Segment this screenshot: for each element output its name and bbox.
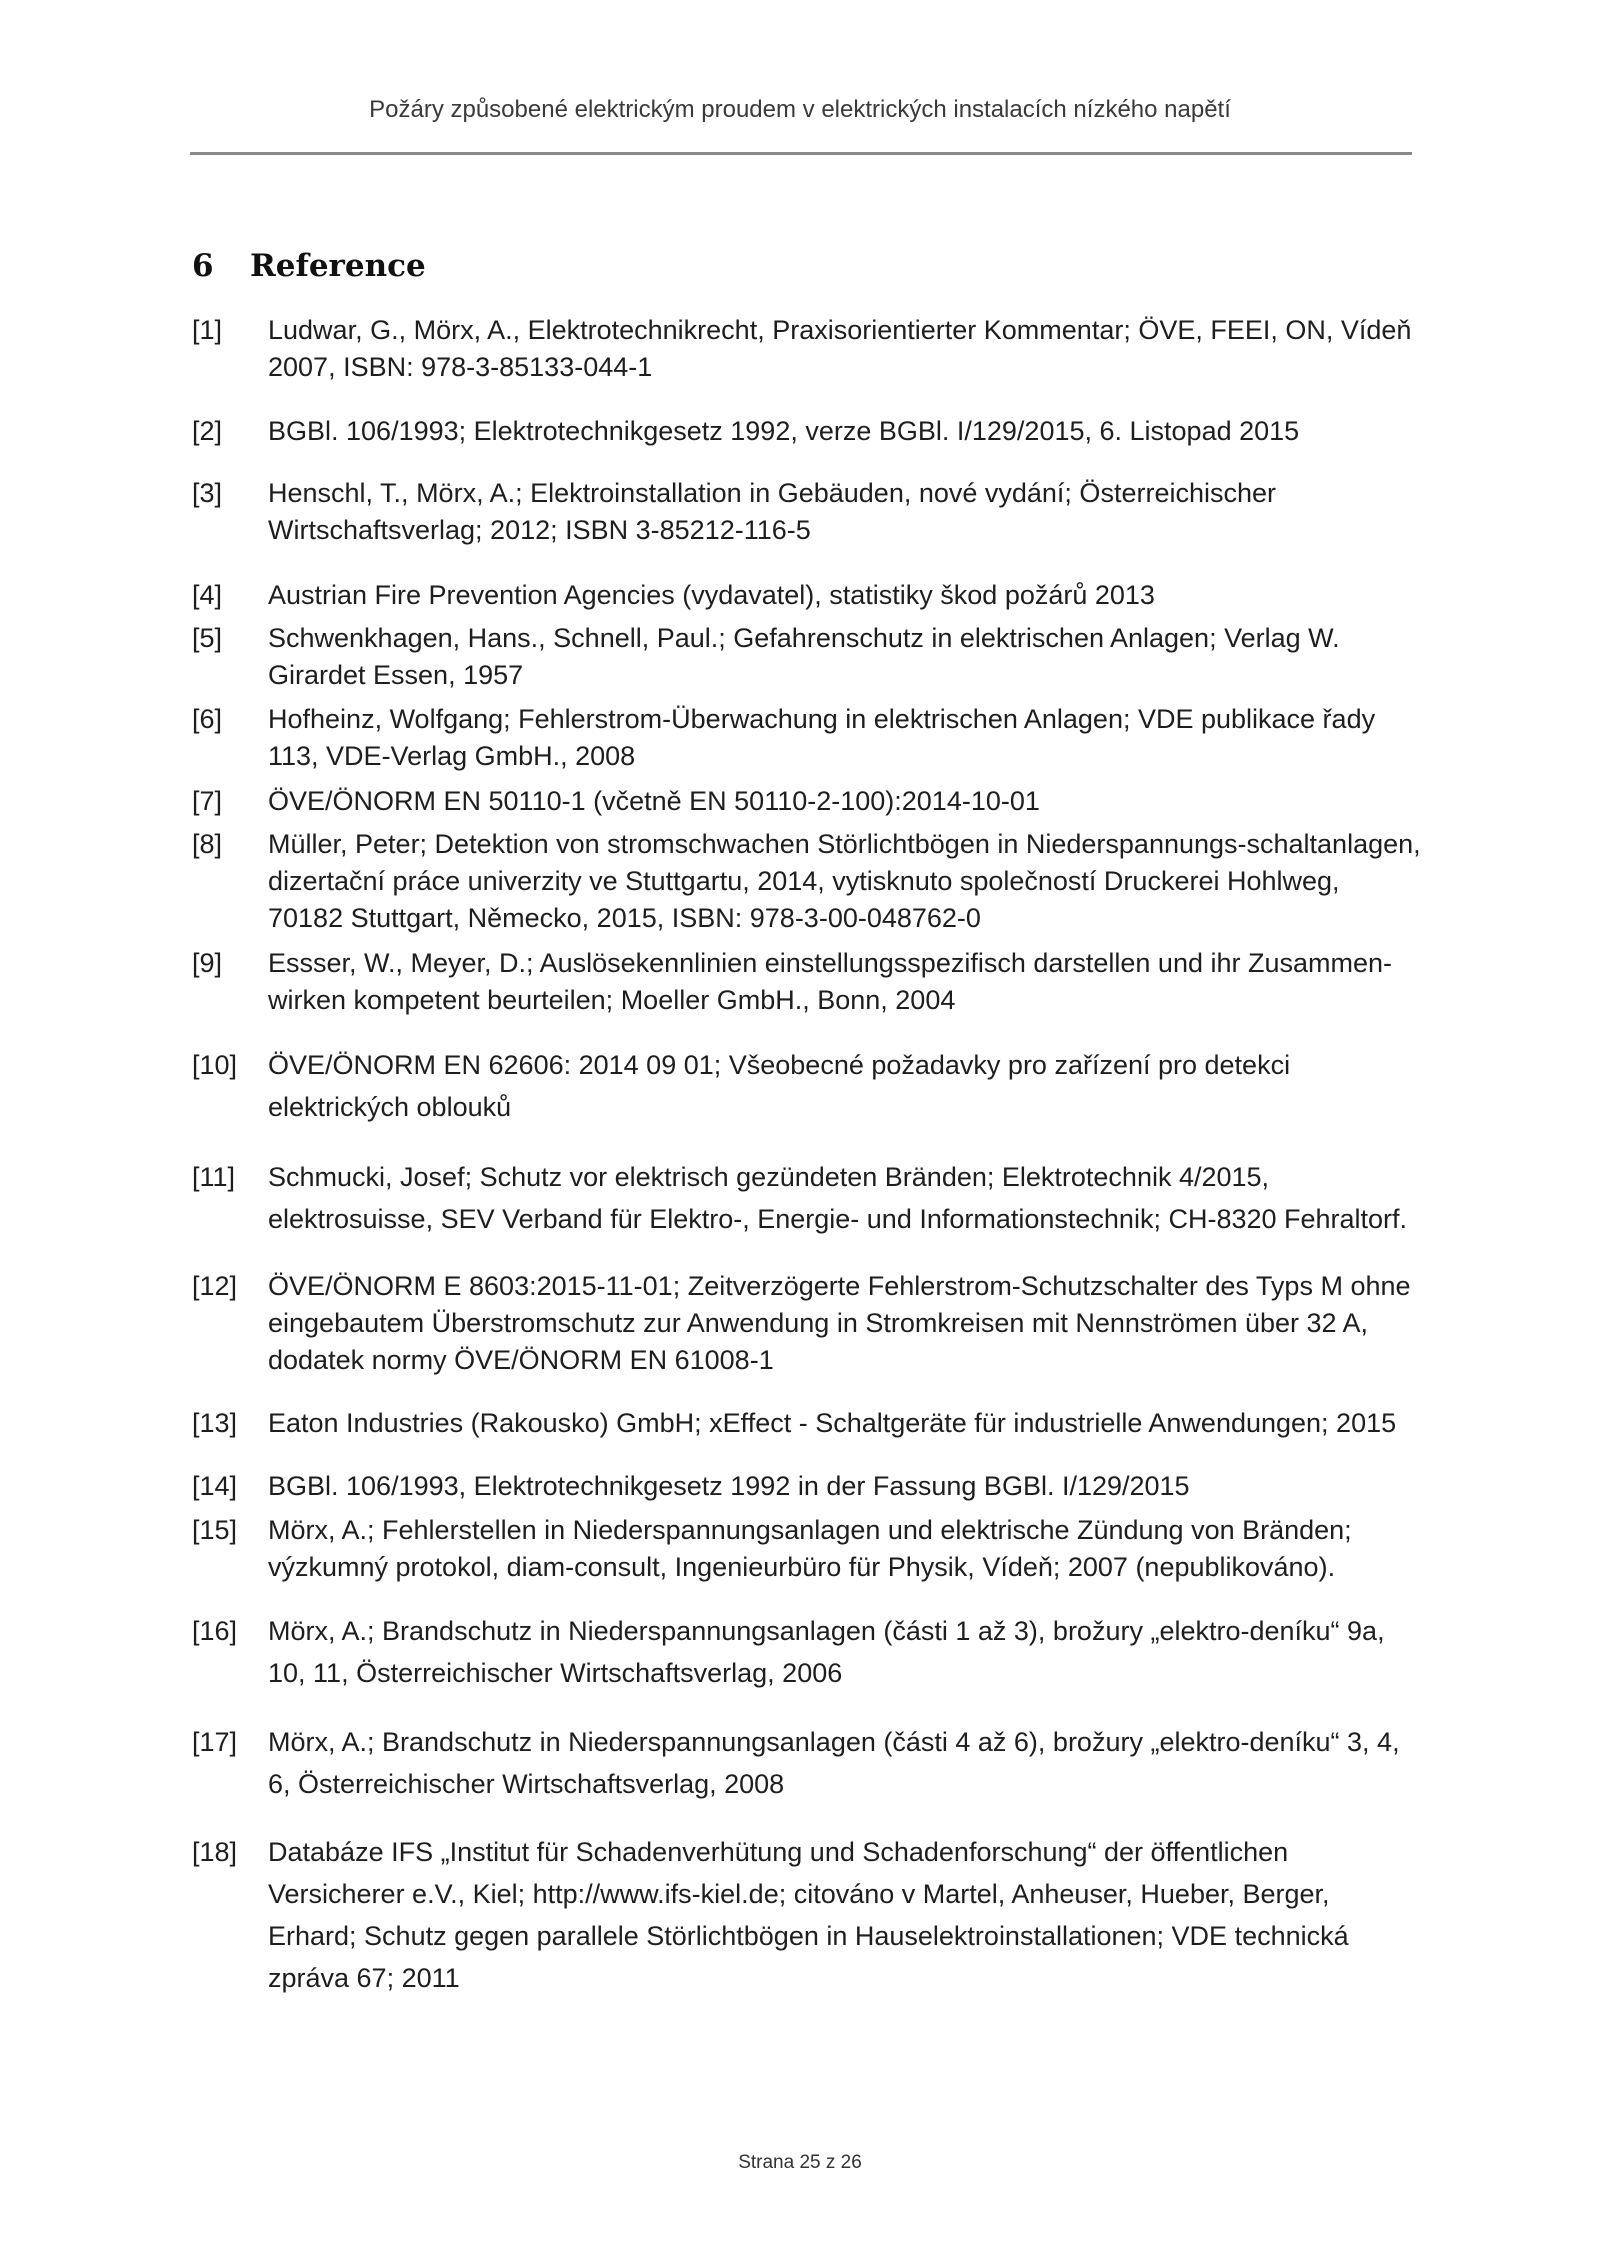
reference-item [192,1721,1422,1805]
reference-item [192,1831,1422,1999]
section-number: 6 [192,248,214,284]
section-heading [192,248,426,284]
running-header: Požáry způsobené elektrickým proudem v elektrických instalacích nízkého napětí [369,96,1231,123]
reference-text: Müller, Peter; Detektion von stromschwachen Störlichtbögen in Niederspannungs-schaltanlagen, dizertační práce univerzity ve Stuttgartu, 2014, vytisknuto společností Druckerei Hohlweg, 70182 Stuttgart, Německo, 2015, ISBN: 978-3-00-048762-0 [268,829,1421,933]
reference-item [192,1156,1422,1240]
reference-item [192,312,1422,386]
reference-text: Mörx, A.; Fehlerstellen in Niederspannungsanlagen und elektrische Zündung von Bränden; výzkumný protokol, diam-consult, Ingenieurbüro für Physik, Vídeň; 2007 (nepublikováno). [268,1515,1352,1582]
reference-text: Databáze IFS „Institut für Schadenverhütung und Schadenforschung“ der öffentlichen Versicherer e.V., Kiel; http://www.ifs-kiel.de; citováno v Martel, Anheuser, Hueber, Berger, Erhard; Schutz gegen parallele Störlichtbögen in Hauselektroinstallationen; VDE technická zpráva 67; 2011 [268,1837,1349,1993]
reference-text: BGBl. 106/1993, Elektrotechnikgesetz 1992 in der Fassung BGBl. I/129/2015 [268,1471,1190,1501]
reference-label: [16] [192,1616,238,1646]
reference-text: Mörx, A.; Brandschutz in Niederspannungsanlagen (části 4 až 6), brožury „elektro-deníku“ 3, 4, 6, Österreichischer Wirtschaftsverlag, 2008 [268,1727,1400,1799]
reference-label: [12] [192,1271,238,1301]
reference-text: Essser, W., Meyer, D.; Auslösekennlinien einstellungsspezifisch darstellen und ihr Zusammen-wirken kompetent beurteilen; Moeller GmbH., Bonn, 2004 [268,948,1393,1015]
reference-label: [8] [192,829,223,859]
reference-item [192,1268,1422,1379]
reference-label: [11] [192,1162,236,1192]
reference-text: Ludwar, G., Mörx, A., Elektrotechnikrecht, Praxisorientierter Kommentar; ÖVE, FEEI, ON, Vídeň 2007, ISBN: 978-3-85133-044-1 [268,315,1412,382]
reference-label: [2] [192,416,223,446]
reference-text: Schmucki, Josef; Schutz vor elektrisch gezündeten Bränden; Elektrotechnik 4/2015, elektrosuisse, SEV Verband für Elektro-, Energie- und Informationstechnik; CH-8320 Fehraltorf. [268,1162,1408,1234]
reference-item [192,945,1422,1019]
reference-text: Eaton Industries (Rakousko) GmbH; xEffect - Schaltgeräte für industrielle Anwendungen; 2015 [268,1408,1397,1438]
section-title: Reference [250,248,426,284]
reference-text: ÖVE/ÖNORM EN 62606: 2014 09 01; Všeobecné požadavky pro zařízení pro detekci elektrických oblouků [268,1050,1291,1122]
reference-text: Henschl, T., Mörx, A.; Elektroinstallation in Gebäuden, nové vydání; Österreichischer Wirtschaftsverlag; 2012; ISBN 3-85212-116-5 [268,478,1276,545]
page-number: Strana 25 z 26 [738,2152,862,2173]
reference-text: Hofheinz, Wolfgang; Fehlerstrom-Überwachung in elektrischen Anlagen; VDE publikace řady 113, VDE-Verlag GmbH., 2008 [268,704,1376,771]
reference-label: [18] [192,1837,238,1867]
reference-item [192,475,1422,549]
reference-text: ÖVE/ÖNORM E 8603:2015-11-01; Zeitverzögerte Fehlerstrom-Schutzschalter des Typs M ohne eingebautem Überstromschutz zur Anwendung in Stromkreisen mit Nennströmen über 32 A, dodatek normy ÖVE/ÖNORM EN 61008-1 [268,1271,1411,1375]
reference-item [192,701,1422,775]
reference-label: [3] [192,478,223,508]
reference-label: [6] [192,704,223,734]
reference-label: [15] [192,1515,238,1545]
reference-label: [17] [192,1727,238,1757]
reference-text: Mörx, A.; Brandschutz in Niederspannungsanlagen (části 1 až 3), brožury „elektro-deníku“ 9a, 10, 11, Österreichischer Wirtschaftsverlag, 2006 [268,1616,1385,1688]
reference-label: [9] [192,948,223,978]
reference-text: ÖVE/ÖNORM EN 50110-1 (včetně EN 50110-2-100):2014-10-01 [268,786,1040,816]
reference-label: [5] [192,623,223,653]
reference-item [192,620,1422,694]
reference-item [192,1512,1422,1586]
reference-text: Austrian Fire Prevention Agencies (vydavatel), statistiky škod požárů 2013 [268,580,1155,610]
reference-label: [14] [192,1471,238,1501]
reference-label: [1] [192,315,223,345]
reference-item [192,1610,1422,1694]
reference-item [192,577,1422,614]
reference-text: Schwenkhagen, Hans., Schnell, Paul.; Gefahrenschutz in elektrischen Anlagen; Verlag W. Girardet Essen, 1957 [268,623,1340,690]
reference-label: [7] [192,786,223,816]
reference-label: [4] [192,580,223,610]
reference-item [192,413,1422,450]
reference-label: [10] [192,1050,238,1080]
reference-item [192,783,1422,820]
reference-text: BGBl. 106/1993; Elektrotechnikgesetz 1992, verze BGBl. I/129/2015, 6. Listopad 2015 [268,416,1300,446]
reference-item [192,1405,1422,1442]
reference-item [192,826,1422,937]
header-divider [190,152,1412,155]
reference-item [192,1044,1422,1128]
reference-item [192,1468,1422,1505]
reference-label: [13] [192,1408,238,1438]
